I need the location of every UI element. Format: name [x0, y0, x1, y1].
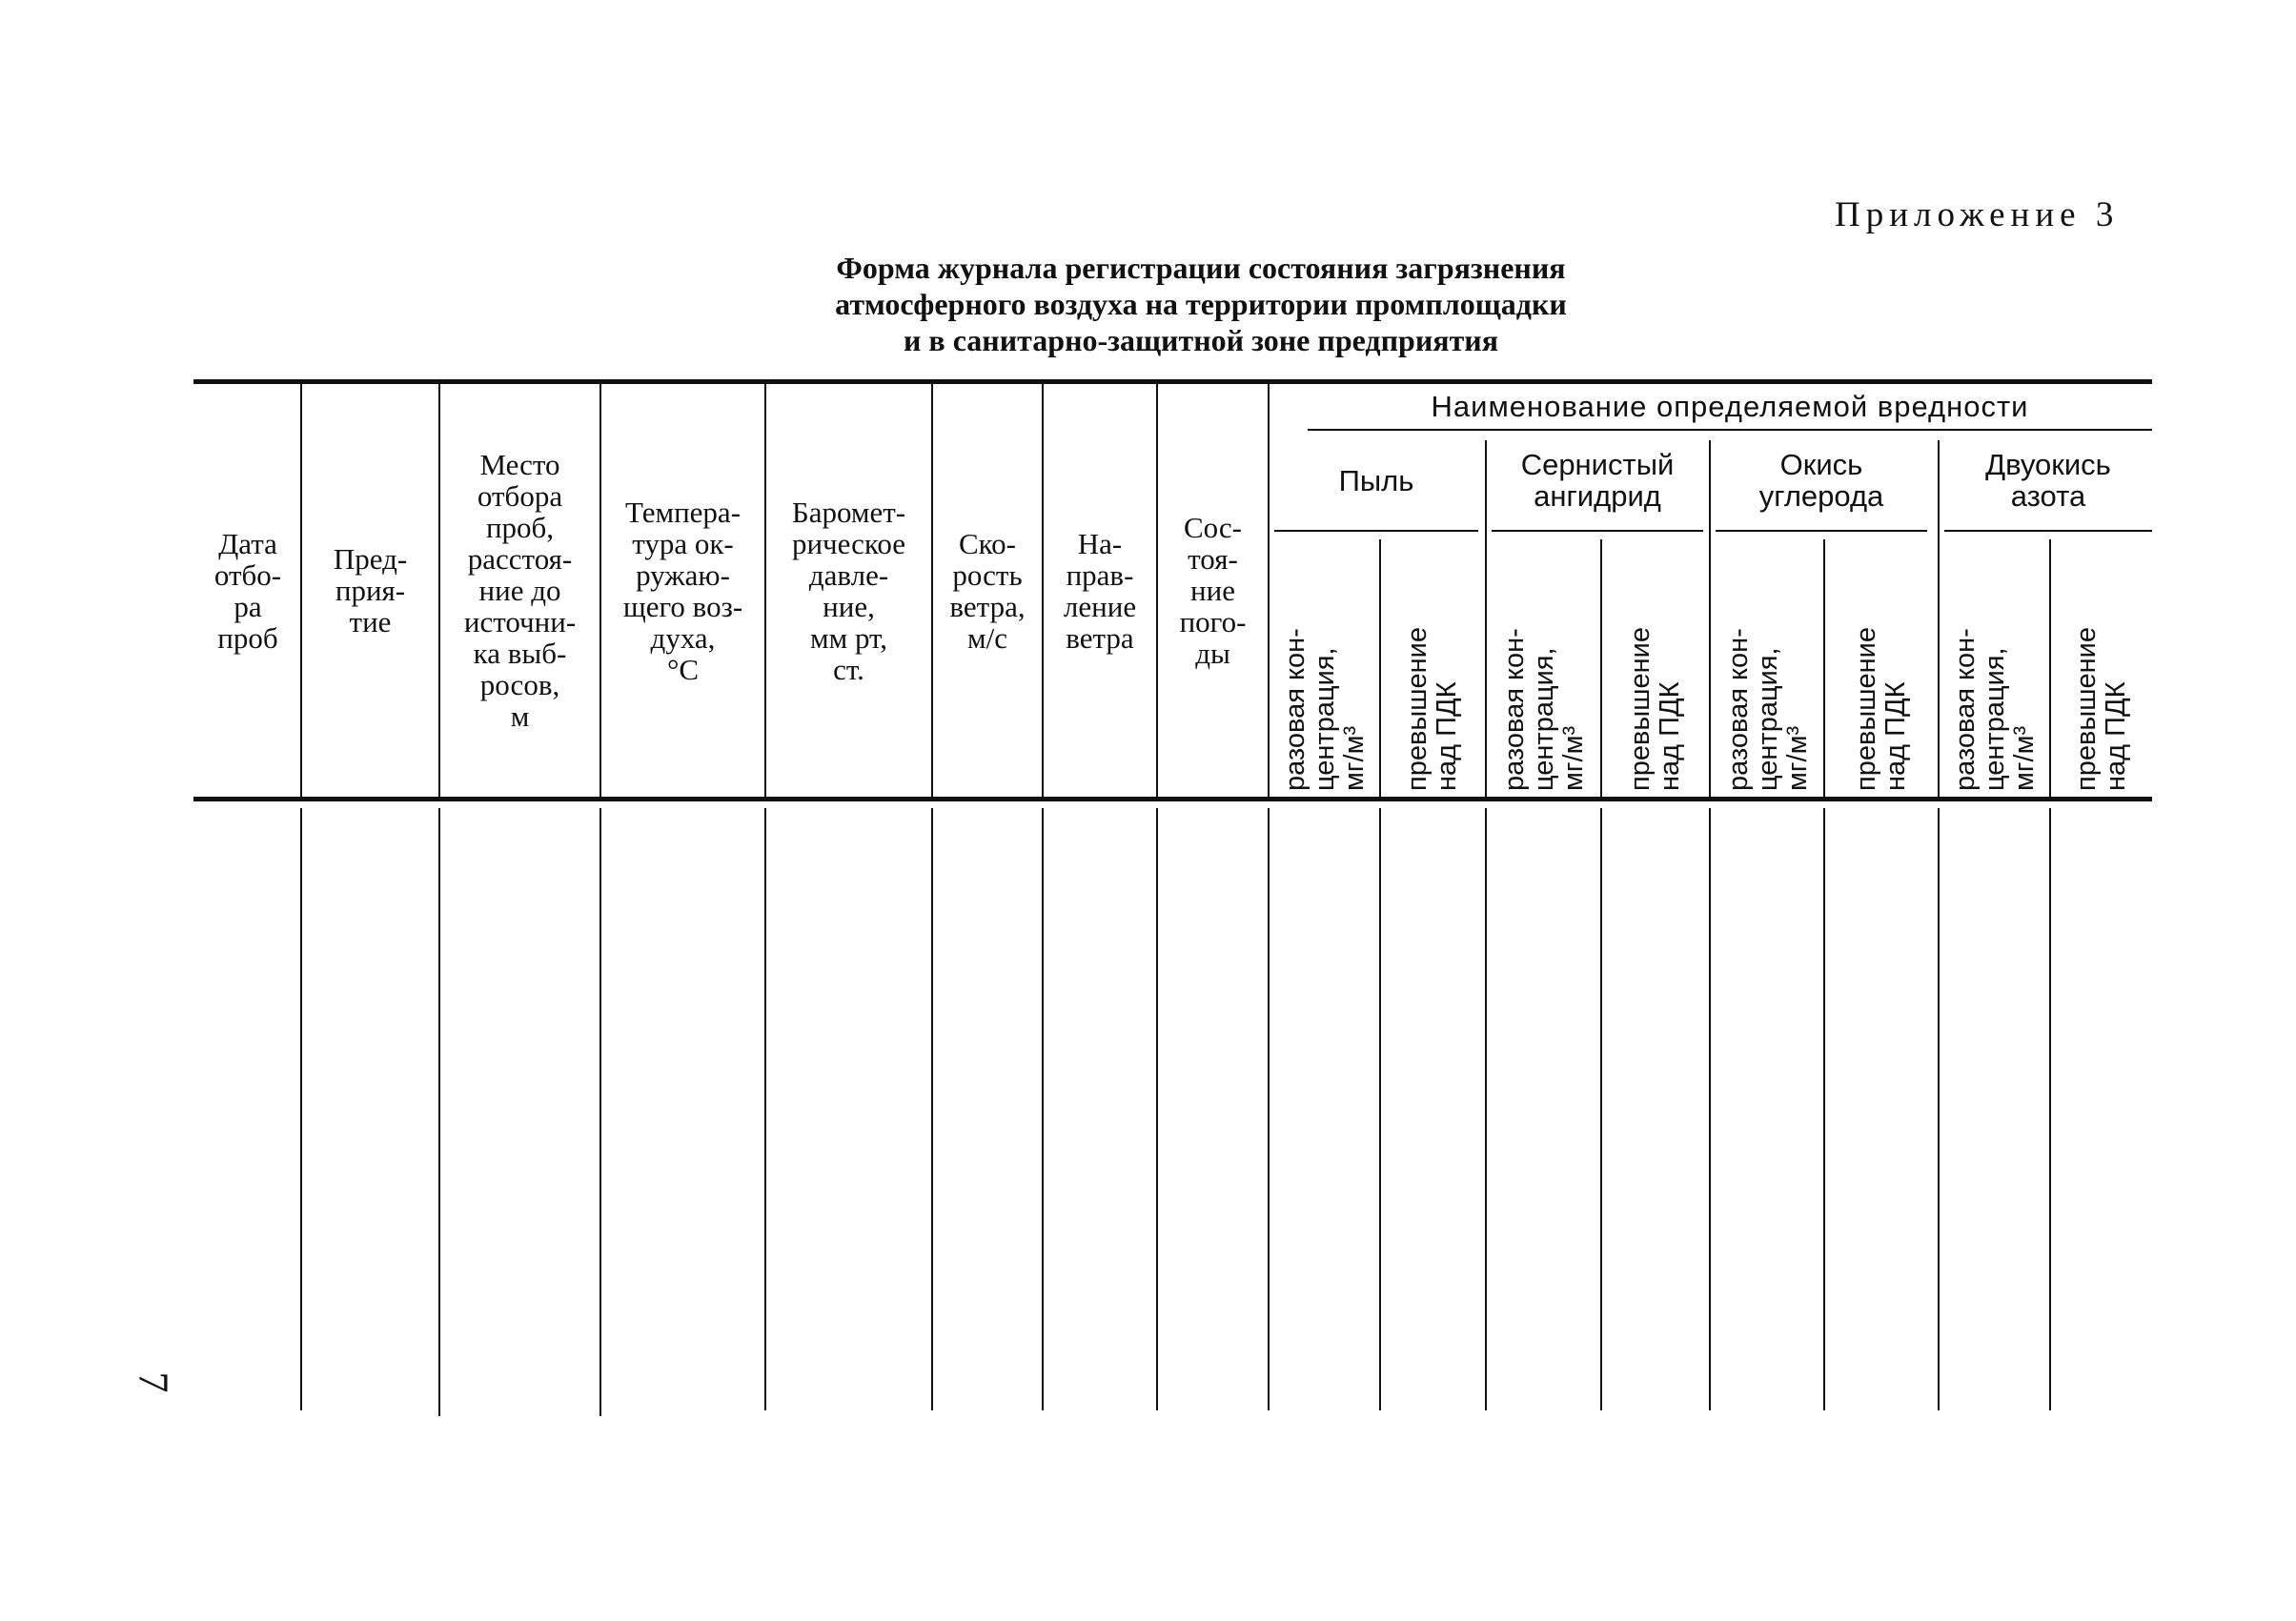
body-vrule	[764, 808, 766, 1410]
header-barometric-pressure: Баромет- рическое давле- ние, мм рт, ст.	[791, 495, 906, 686]
subheader-dust-concentration: разовая кон- центрация, мг/м³	[1279, 628, 1370, 791]
body-vrule	[1823, 808, 1825, 1410]
subheader-co-concentration: разовая кон- центрация, мг/м³	[1722, 628, 1813, 791]
header-bottom-rule	[193, 797, 2152, 801]
body-vrule	[599, 808, 601, 1416]
title-line-1: Форма журнала регистрации состояния загрязнения	[836, 251, 1566, 285]
header-air-temperature: Темпера- тура ок- ружаю- щего воз- духа, °С	[622, 495, 743, 686]
header-wind-speed: Ско- рость ветра, м/с	[949, 526, 1026, 655]
body-vrule	[1156, 808, 1158, 1410]
header-sampling-location: Место отбора проб, расстоя- ние до источни- ка выб- росов, м	[463, 448, 577, 733]
body-vrule	[1379, 808, 1381, 1410]
substance-rule-1	[1274, 530, 1478, 532]
substance-rule-4	[1944, 530, 2152, 532]
substance-rule-3	[1716, 530, 1927, 532]
header-sampling-date: Дата отбо- ра проб	[213, 526, 282, 655]
subheader-no2-concentration: разовая кон- центрация, мг/м³	[1949, 628, 2040, 791]
form-title	[648, 250, 1754, 358]
header-substance-nitrogen-dioxide: Двуокись азота	[1985, 448, 2111, 513]
body-vrule	[438, 808, 440, 1416]
substance-rule-2	[1492, 530, 1703, 532]
title-line-3: и в санитарно-защитной зоне предприятия	[903, 323, 1499, 357]
subheader-dust-excess: превышение над ПДК	[1402, 627, 1462, 791]
header-substance-carbon-monoxide: Окись углерода	[1758, 448, 1884, 513]
body-vrule	[1485, 808, 1487, 1410]
subheader-co-excess: превышение над ПДК	[1851, 627, 1911, 791]
header-substance-sulfur-dioxide: Сернистый ангидрид	[1520, 448, 1675, 513]
body-vrule	[1938, 808, 1940, 1410]
body-vrule	[1600, 808, 1602, 1410]
body-vrule	[300, 808, 302, 1410]
header-enterprise: Пред- прия- тие	[333, 542, 408, 638]
title-line-2: атмосферного воздуха на территории промплощадки	[835, 287, 1567, 321]
header-pollutant-group: Наименование определяемой вредности	[1431, 390, 2029, 423]
header-wind-direction: На- прав- ление ветра	[1063, 526, 1137, 655]
body-vrule	[1042, 808, 1044, 1410]
body-vrule	[2049, 808, 2051, 1410]
subheader-so2-concentration: разовая кон- центрация, мг/м³	[1498, 628, 1589, 791]
subheader-no2-excess: превышение над ПДК	[2071, 627, 2131, 791]
header-weather-condition: Сос- тоя- ние пого- ды	[1179, 511, 1247, 670]
body-vrule	[1268, 808, 1270, 1410]
header-substance-dust: Пыль	[1338, 463, 1414, 497]
appendix-label: Приложение 3	[1835, 195, 2120, 234]
page-number: 7	[130, 1371, 177, 1393]
body-vrule	[931, 808, 933, 1410]
subheader-so2-excess: превышение над ПДК	[1625, 627, 1685, 791]
body-vrule	[1709, 808, 1711, 1410]
group-header-rule	[1308, 429, 2152, 431]
